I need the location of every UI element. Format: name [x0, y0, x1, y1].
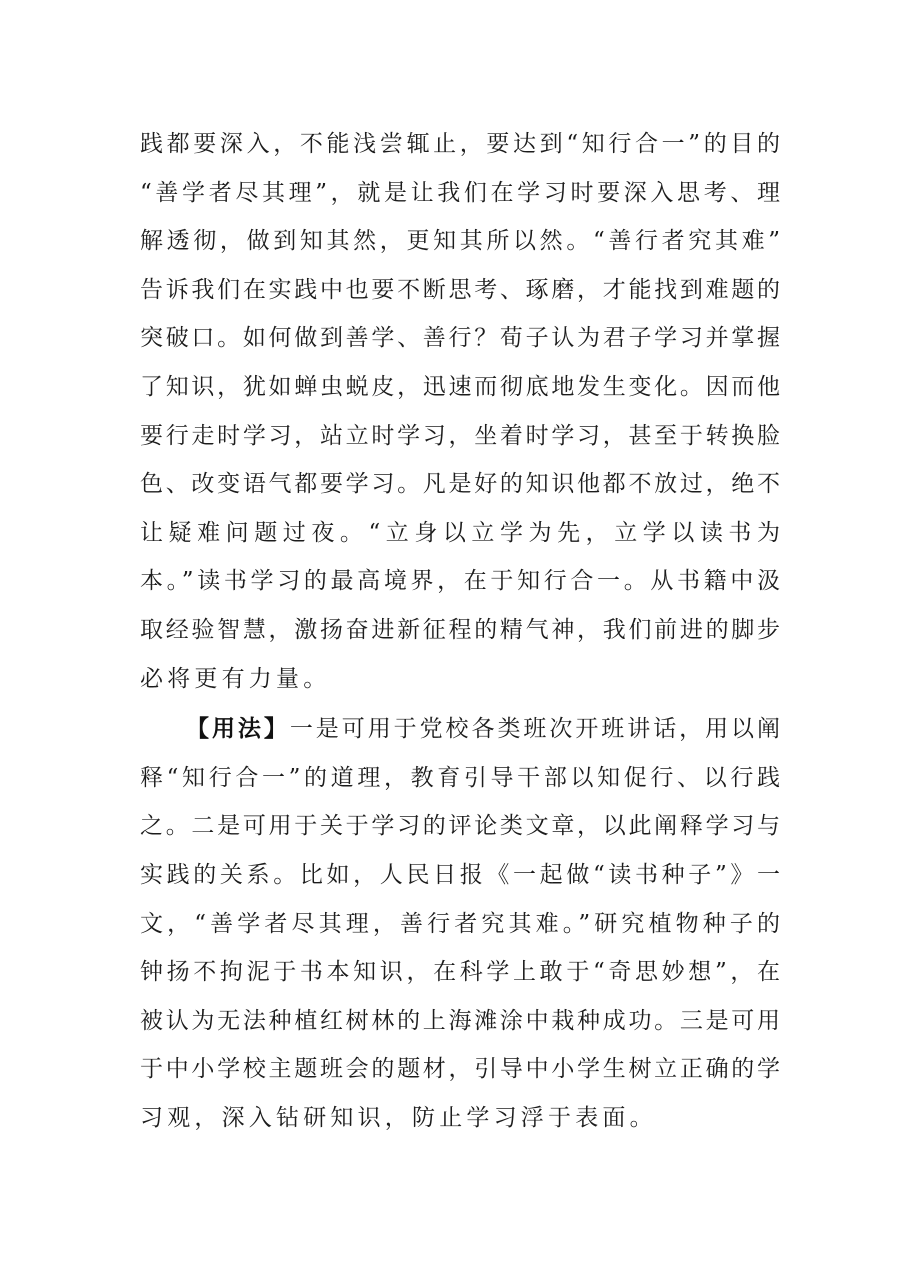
usage-first-line	[140, 707, 780, 751]
text-line: 习观，深入钻研知识，防止学习浮于表面。	[140, 1104, 657, 1131]
text-line: 色、改变语气都要学习。凡是好的知识他都不放过，绝不	[140, 471, 780, 498]
text-line: 之。二是可用于关于学习的评论类文章，以此阐释学习与	[140, 813, 780, 840]
text-line: 告诉我们在实践中也要不断思考、琢磨，才能找到难题的	[140, 276, 780, 303]
text-line: 突破口。如何做到善学、善行？荀子认为君子学习并掌握	[140, 325, 780, 352]
text-line: 释“知行合一”的道理，教育引导干部以知促行、以行践	[140, 764, 780, 791]
text-line: 钟扬不拘泥于书本知识，在科学上敢于“奇思妙想”，在	[140, 959, 780, 986]
text-line: 实践的关系。比如，人民日报《一起做“读书种子”》一	[140, 861, 780, 888]
text-line: 被认为无法种植红树林的上海滩涂中栽种成功。三是可用	[140, 1007, 780, 1034]
paragraph-knowledge-action	[140, 122, 780, 701]
text-line: 于中小学校主题班会的题材，引导中小学生树立正确的学	[140, 1056, 780, 1083]
text-line: 本。”读书学习的最高境界，在于知行合一。从书籍中汲	[140, 568, 780, 595]
text-line: “善学者尽其理”，就是让我们在学习时要深入思考、理	[140, 179, 780, 206]
paragraph-usage	[140, 707, 780, 1140]
text-line: 解透彻，做到知其然，更知其所以然。“善行者究其难”	[140, 228, 780, 255]
text-line: 必将更有力量。	[140, 665, 331, 692]
usage-label: 【用法】	[186, 716, 290, 743]
text-line: 文，“善学者尽其理，善行者究其难。”研究植物种子的	[140, 910, 780, 937]
document-body	[140, 122, 780, 1144]
text-line: 践都要深入，不能浅尝辄止，要达到“知行合一”的目的	[140, 131, 780, 157]
text-line: 取经验智慧，激扬奋进新征程的精气神，我们前进的脚步	[140, 616, 780, 643]
text-line: 了知识，犹如蝉虫蜕皮，迅速而彻底地发生变化。因而他	[140, 373, 780, 400]
usage-first-line-text: 一是可用于党校各类班次开班讲话，用以阐	[289, 716, 781, 743]
text-line: 让疑难问题过夜。“立身以立学为先，立学以读书为	[140, 519, 780, 546]
text-line: 要行走时学习，站立时学习，坐着时学习，甚至于转换脸	[140, 422, 780, 449]
